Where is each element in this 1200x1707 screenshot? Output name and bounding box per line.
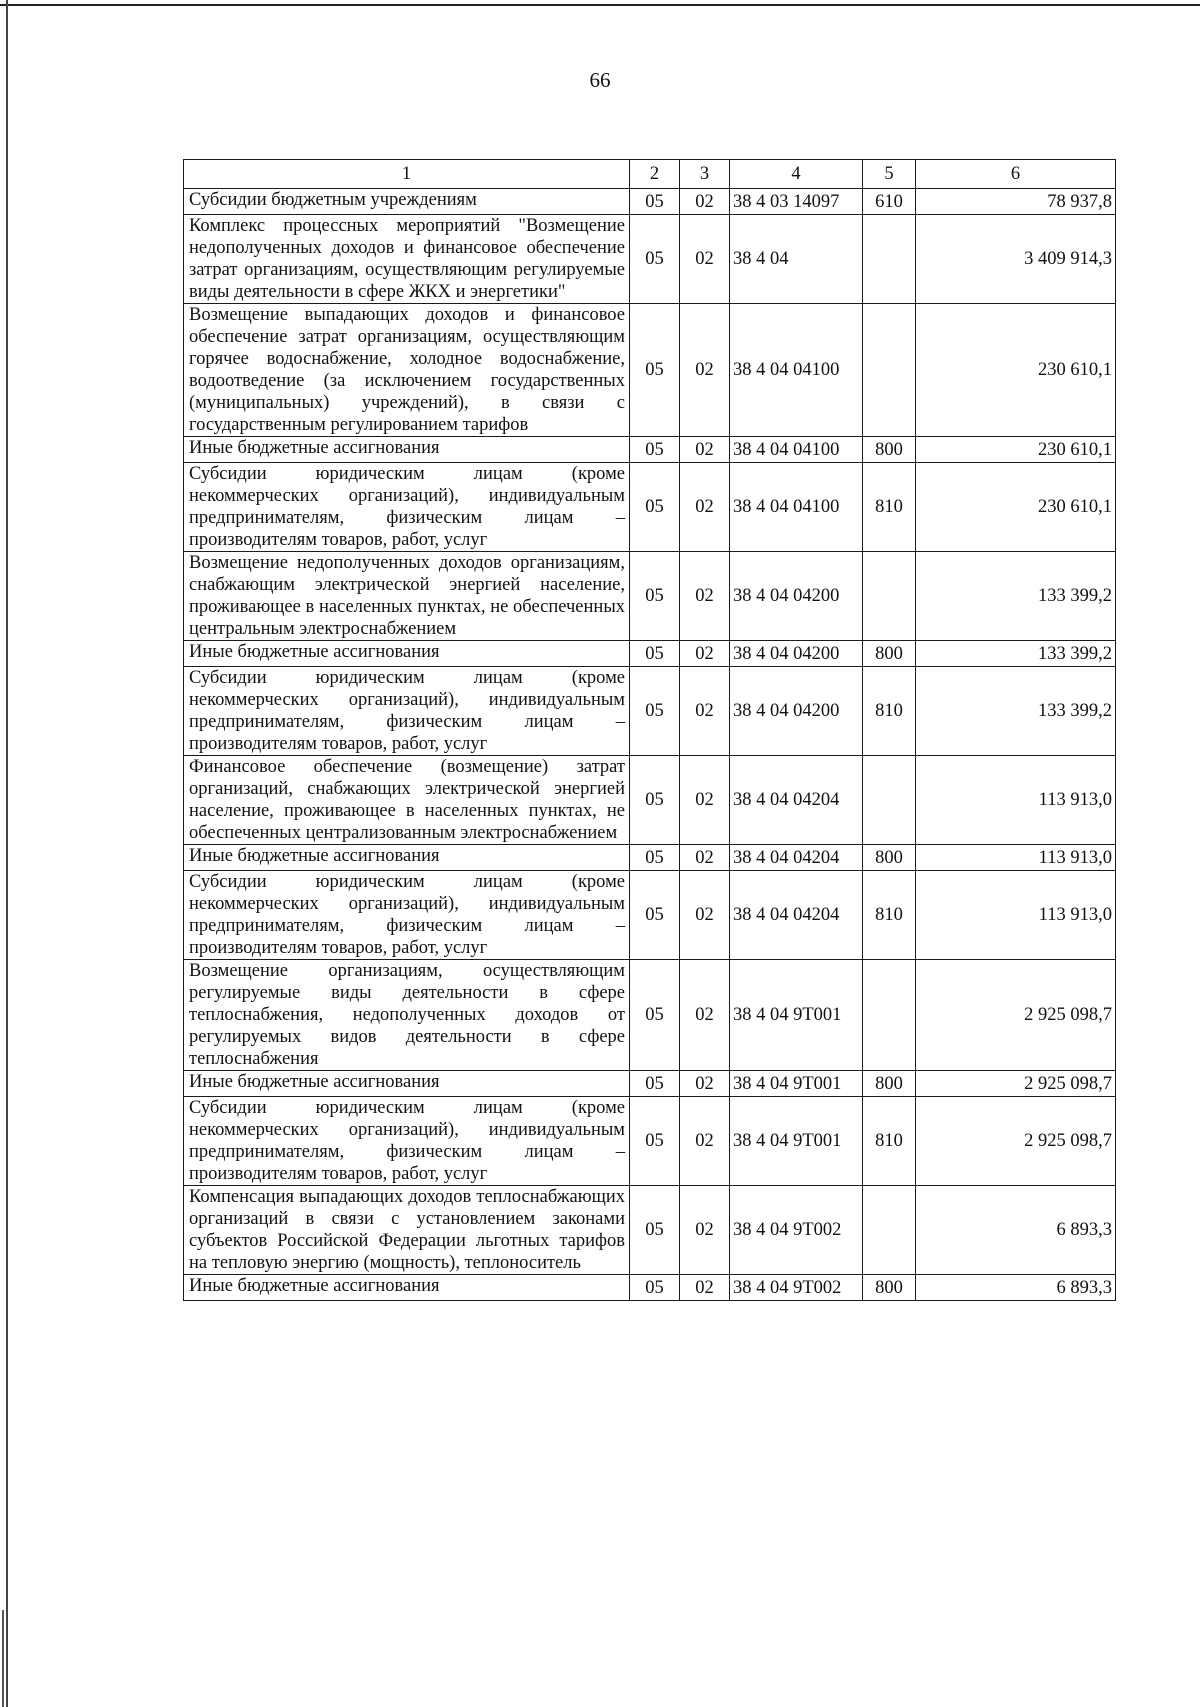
header-cell: 1 (184, 160, 630, 189)
row-expense-type-code (863, 756, 916, 845)
table-row (184, 845, 1116, 871)
row-expense-type-code: 800 (863, 1275, 916, 1301)
row-section-code: 05 (630, 960, 680, 1071)
header-cell: 6 (916, 160, 1116, 189)
row-target-article-code: 38 4 04 (730, 215, 863, 304)
row-expense-type-code (863, 960, 916, 1071)
row-amount: 133 399,2 (916, 641, 1116, 667)
row-description: Иные бюджетные ассигнования (184, 641, 630, 667)
row-section-code: 05 (630, 552, 680, 641)
row-amount: 78 937,8 (916, 189, 1116, 215)
row-target-article-code: 38 4 04 9Т002 (730, 1275, 863, 1301)
scan-edge-left-bottom (2, 1610, 4, 1707)
table-row (184, 189, 1116, 215)
row-target-article-code: 38 4 04 04204 (730, 845, 863, 871)
table-row (184, 1071, 1116, 1097)
row-target-article-code: 38 4 04 04204 (730, 871, 863, 960)
row-subsection-code: 02 (680, 215, 730, 304)
row-amount: 230 610,1 (916, 304, 1116, 437)
table-header-row (184, 160, 1116, 189)
table-row (184, 641, 1116, 667)
row-target-article-code: 38 4 04 04200 (730, 641, 863, 667)
row-target-article-code: 38 4 04 9Т001 (730, 1097, 863, 1186)
table-row (184, 304, 1116, 437)
scan-edge-top (0, 4, 1200, 6)
row-description: Субсидии юридическим лицам (кроме некоммерческих организаций), индивидуальным предпринимателям, физическим лицам – производителям товаров, работ, услуг (184, 463, 630, 552)
table-row (184, 463, 1116, 552)
table-row (184, 1097, 1116, 1186)
row-expense-type-code: 810 (863, 871, 916, 960)
row-expense-type-code: 610 (863, 189, 916, 215)
row-description: Финансовое обеспечение (возмещение) затрат организаций, снабжающих электрической энергией население, проживающее в населенных пунктах, не обеспеченных централизованным электроснабжением (184, 756, 630, 845)
row-amount: 230 610,1 (916, 463, 1116, 552)
row-amount: 2 925 098,7 (916, 1071, 1116, 1097)
row-target-article-code: 38 4 04 04200 (730, 667, 863, 756)
row-subsection-code: 02 (680, 437, 730, 463)
row-subsection-code: 02 (680, 1071, 730, 1097)
row-section-code: 05 (630, 641, 680, 667)
row-subsection-code: 02 (680, 667, 730, 756)
row-subsection-code: 02 (680, 1275, 730, 1301)
row-subsection-code: 02 (680, 1186, 730, 1275)
row-subsection-code: 02 (680, 756, 730, 845)
row-target-article-code: 38 4 04 04200 (730, 552, 863, 641)
row-section-code: 05 (630, 756, 680, 845)
row-expense-type-code: 810 (863, 463, 916, 552)
row-expense-type-code: 800 (863, 437, 916, 463)
row-expense-type-code (863, 552, 916, 641)
row-description: Субсидии юридическим лицам (кроме некоммерческих организаций), индивидуальным предпринимателям, физическим лицам – производителям товаров, работ, услуг (184, 667, 630, 756)
table-row (184, 1186, 1116, 1275)
row-expense-type-code: 800 (863, 845, 916, 871)
row-description: Компенсация выпадающих доходов теплоснабжающих организаций в связи с установлением законами субъектов Российской Федерации льготных тарифов на тепловую энергию (мощность), теплоноситель (184, 1186, 630, 1275)
row-section-code: 05 (630, 463, 680, 552)
row-description: Иные бюджетные ассигнования (184, 1071, 630, 1097)
row-description: Комплекс процессных мероприятий "Возмещение недополученных доходов и финансовое обеспечение затрат организациям, осуществляющим регулируемые виды деятельности в сфере ЖКХ и энергетики" (184, 215, 630, 304)
row-description: Субсидии юридическим лицам (кроме некоммерческих организаций), индивидуальным предпринимателям, физическим лицам – производителям товаров, работ, услуг (184, 871, 630, 960)
row-subsection-code: 02 (680, 871, 730, 960)
table-row (184, 437, 1116, 463)
row-target-article-code: 38 4 04 04204 (730, 756, 863, 845)
row-amount: 2 925 098,7 (916, 1097, 1116, 1186)
budget-table (183, 159, 1116, 1301)
row-section-code: 05 (630, 1097, 680, 1186)
row-section-code: 05 (630, 871, 680, 960)
row-description: Иные бюджетные ассигнования (184, 845, 630, 871)
row-subsection-code: 02 (680, 960, 730, 1071)
row-target-article-code: 38 4 04 04100 (730, 437, 863, 463)
row-expense-type-code: 810 (863, 1097, 916, 1186)
row-amount: 113 913,0 (916, 756, 1116, 845)
row-description: Иные бюджетные ассигнования (184, 1275, 630, 1301)
row-amount: 6 893,3 (916, 1275, 1116, 1301)
row-expense-type-code (863, 304, 916, 437)
row-section-code: 05 (630, 845, 680, 871)
row-section-code: 05 (630, 304, 680, 437)
row-description: Возмещение недополученных доходов организациям, снабжающим электрической энергией население, проживающее в населенных пунктах, не обеспеченных центральным электроснабжением (184, 552, 630, 641)
row-subsection-code: 02 (680, 463, 730, 552)
row-amount: 3 409 914,3 (916, 215, 1116, 304)
table-row (184, 1275, 1116, 1301)
row-amount: 6 893,3 (916, 1186, 1116, 1275)
row-expense-type-code: 800 (863, 1071, 916, 1097)
row-section-code: 05 (630, 189, 680, 215)
row-section-code: 05 (630, 667, 680, 756)
row-subsection-code: 02 (680, 304, 730, 437)
row-target-article-code: 38 4 04 9Т001 (730, 1071, 863, 1097)
row-subsection-code: 02 (680, 1097, 730, 1186)
row-amount: 230 610,1 (916, 437, 1116, 463)
row-description: Субсидии юридическим лицам (кроме некоммерческих организаций), индивидуальным предпринимателям, физическим лицам – производителям товаров, работ, услуг (184, 1097, 630, 1186)
row-subsection-code: 02 (680, 641, 730, 667)
row-section-code: 05 (630, 1275, 680, 1301)
row-subsection-code: 02 (680, 552, 730, 641)
page-number: 66 (589, 68, 611, 92)
row-description: Возмещение организациям, осуществляющим регулируемые виды деятельности в сфере теплоснабжения, недополученных доходов от регулируемых видов деятельности в сфере теплоснабжения (184, 960, 630, 1071)
row-description: Возмещение выпадающих доходов и финансовое обеспечение затрат организациям, осуществляющим горячее водоснабжение, холодное водоснабжение, водоотведение (за исключением государственных (муниципальных) учреждений), в связи с государственным регулированием тарифов (184, 304, 630, 437)
row-expense-type-code (863, 1186, 916, 1275)
row-expense-type-code (863, 215, 916, 304)
row-amount: 2 925 098,7 (916, 960, 1116, 1071)
row-target-article-code: 38 4 03 14097 (730, 189, 863, 215)
table-row (184, 960, 1116, 1071)
table-row (184, 871, 1116, 960)
table-row (184, 756, 1116, 845)
table-row (184, 667, 1116, 756)
row-section-code: 05 (630, 1186, 680, 1275)
row-section-code: 05 (630, 1071, 680, 1097)
row-target-article-code: 38 4 04 04100 (730, 304, 863, 437)
row-target-article-code: 38 4 04 04100 (730, 463, 863, 552)
row-expense-type-code: 800 (863, 641, 916, 667)
row-target-article-code: 38 4 04 9Т001 (730, 960, 863, 1071)
header-cell: 5 (863, 160, 916, 189)
row-section-code: 05 (630, 215, 680, 304)
row-description: Иные бюджетные ассигнования (184, 437, 630, 463)
row-expense-type-code: 810 (863, 667, 916, 756)
row-subsection-code: 02 (680, 845, 730, 871)
row-amount: 133 399,2 (916, 667, 1116, 756)
table-row (184, 552, 1116, 641)
row-amount: 113 913,0 (916, 845, 1116, 871)
header-cell: 4 (730, 160, 863, 189)
scan-edge-left (6, 0, 8, 1707)
header-cell: 3 (680, 160, 730, 189)
row-target-article-code: 38 4 04 9Т002 (730, 1186, 863, 1275)
row-section-code: 05 (630, 437, 680, 463)
row-amount: 133 399,2 (916, 552, 1116, 641)
header-cell: 2 (630, 160, 680, 189)
row-amount: 113 913,0 (916, 871, 1116, 960)
row-description: Субсидии бюджетным учреждениям (184, 189, 630, 215)
table-row (184, 215, 1116, 304)
row-subsection-code: 02 (680, 189, 730, 215)
